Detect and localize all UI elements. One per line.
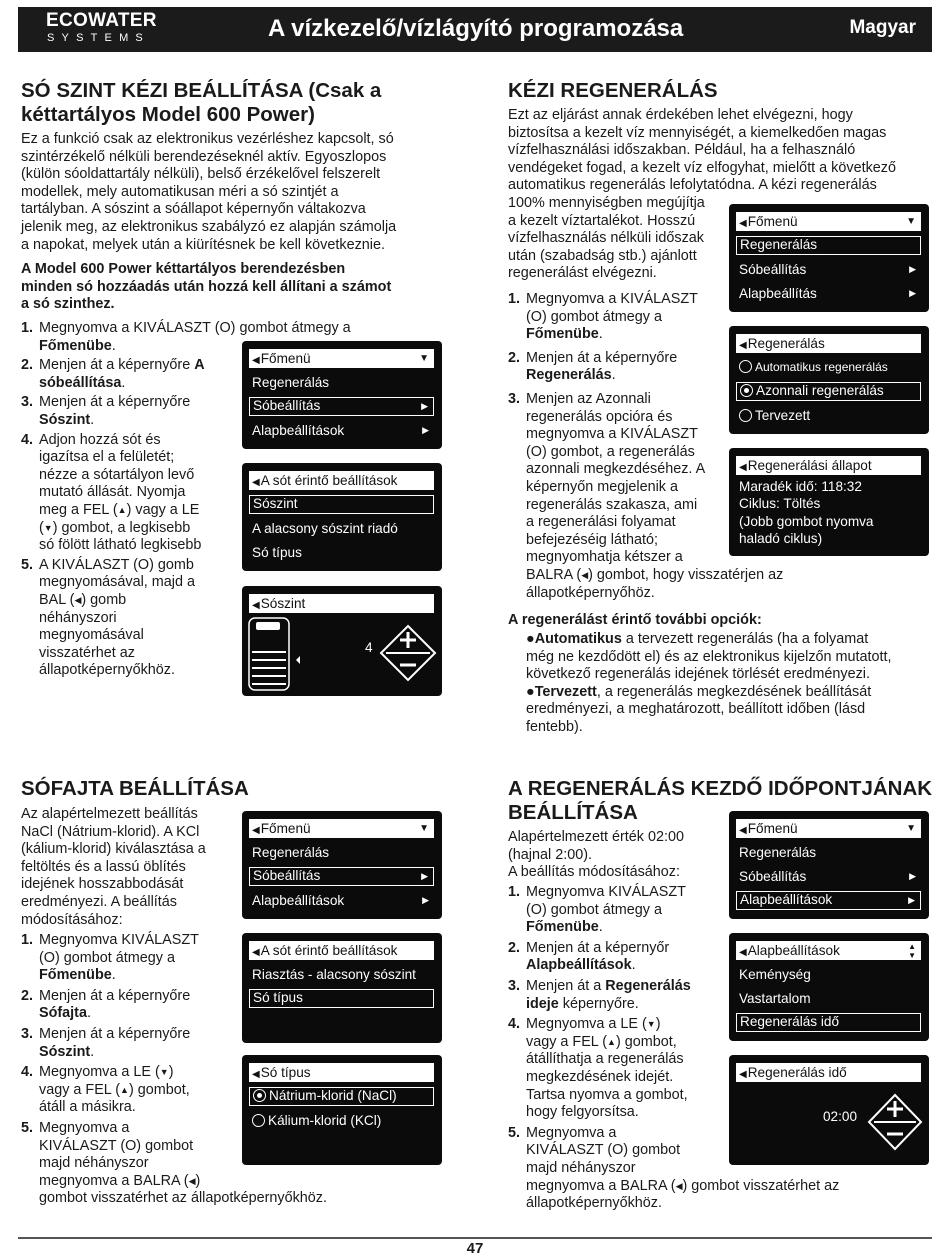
screen-main-menu	[242, 811, 442, 919]
footer-divider	[18, 1237, 932, 1239]
page-title: A vízkezelő/vízlágyító programozása	[268, 15, 684, 42]
left-arrow-icon: ◀	[675, 1180, 683, 1191]
back-arrow-icon: ◀	[252, 825, 260, 836]
section-title-regen-start-time: A REGENERÁLÁS KEZDŐ IDŐPONTJÁNAK BEÁLLÍTÁSA	[508, 777, 933, 824]
step-2: 2. Menjen át a képernyőre A sóbeállítása.	[21, 357, 205, 391]
chevron-right-icon: ▶	[909, 871, 916, 881]
step-4: 4. Adjon hozzá sót és igazítsa el a felületét; nézze a sótartályon levő mutató állását. Nyomja meg a FEL (▲) vagy a LE (▼) gombot, a legkisebb só fölött látható legkisebb	[21, 431, 202, 554]
radio-icon	[740, 384, 753, 397]
salt-level-note	[21, 261, 391, 314]
menu-item-regen: Regenerálás	[739, 845, 817, 860]
regen-time-intro: Alapértelmezett érték 02:00 (hajnal 2:00). A beállítás módosításához:	[508, 829, 684, 881]
bullet-icon: ●	[526, 683, 535, 700]
chevron-right-icon: ▶	[909, 288, 916, 298]
chevron-down-icon: ▼	[419, 823, 429, 834]
step-1: 1. Megnyomva a KIVÁLASZT (O) gombot átmegy a Főmenübe.	[21, 320, 351, 354]
up-down-arrows-icon: ▲ ▼	[908, 942, 916, 960]
menu-item-regen: Regenerálás	[252, 375, 330, 390]
down-arrow-icon: ▼	[159, 1067, 169, 1078]
text-line: tartályban. A sószint a sóállapot képernyőn váltakozva	[21, 201, 366, 218]
radio-icon	[739, 360, 752, 373]
screen-header: ◀Főmenü ▼	[249, 349, 434, 368]
regen-options-title: A regenerálást érintő további opciók:	[508, 612, 762, 628]
back-arrow-icon: ◀	[739, 947, 747, 958]
screen-salt-settings	[242, 463, 442, 571]
menu-item-regen: Regenerálás	[252, 845, 330, 860]
regen-status-text: Maradék idő: 118:32 Ciklus: Töltés (Jobb gombot nyomva haladó ciklus)	[739, 479, 874, 547]
section-title-line: SÓ SZINT KÉZI BEÁLLÍTÁSA (Csak a	[21, 79, 382, 102]
regen-options-list: ●Automatikus a tervezett regenerálás (ha a folyamat még ne kezdődött el) és az elektronikus kijelzőn mutatott, következő regenerálás idejének törlését eredményezi. ●Tervezett, a regenerálás megkezdésének beállítását eredményezi, a meghatározott, beállított időben (lásd fentebb).	[526, 631, 926, 737]
screen-basic-settings	[729, 933, 929, 1041]
menu-item-salt-level: Sószint	[249, 495, 434, 514]
left-arrow-icon: ◀	[188, 1175, 196, 1186]
chevron-down-icon: ▼	[906, 823, 916, 834]
brand-logo-name: ECOWATER	[46, 10, 157, 31]
back-arrow-icon: ◀	[739, 218, 747, 229]
screen-salt-settings	[242, 933, 442, 1043]
back-arrow-icon: ◀	[739, 1069, 747, 1080]
screen-header: ◀A sót érintő beállítások	[249, 471, 434, 490]
screen-main-menu	[729, 204, 929, 312]
step-2: 2. Menjen át a képernyőre Regenerálás.	[508, 349, 678, 384]
down-arrow-icon: ▼	[646, 1019, 656, 1030]
chevron-down-icon: ▼	[419, 353, 429, 364]
down-arrow-icon: ▼	[43, 522, 53, 533]
back-arrow-icon: ◀	[739, 462, 747, 473]
screen-header: ◀Só típus	[249, 1063, 434, 1082]
step-5: 5. A KIVÁLASZT (O) gomb megnyomásával, majd a BAL (◀) gomb néhányszori megnyomásával visszatérhet az állapotképernyőkhöz.	[21, 556, 195, 679]
screen-main-menu	[729, 811, 929, 919]
menu-item-regen-time: Regenerálás idő	[736, 1013, 921, 1032]
text-line: szintérzékelő nélküli berendezéseknél aktív. Egyoszlopos	[21, 148, 387, 165]
back-arrow-icon: ◀	[252, 1069, 260, 1080]
screen-header: ◀A sót érintő beállítások	[249, 941, 434, 960]
option-scheduled: ●Tervezett, a regenerálás megkezdésének beállítását	[526, 683, 872, 700]
radio-icon	[253, 1089, 266, 1102]
step-3: 3. Menjen az Azonnali regenerálás opcióra és megnyomva a KIVÁLASZT (O) gombot, a regenerálás azonnali megkezdéséhez. A képernyőn megjelenik a regenerálás szakasza, ami a regenerálási folyamat befejezéséig látható; megnyomhatja kétszer a BALRA (◀) gombot, hogy visszatérjen az állapotképernyőhöz.	[508, 390, 784, 601]
screen-header: ◀Főmenü ▼	[736, 819, 921, 838]
text-line: jelenik meg, az elektronikus szabályzó ez alapján számolja	[21, 218, 397, 235]
salt-type-intro: Az alapértelmezett beállítás NaCl (Nátrium-klorid). A KCl (kálium-klorid) kiválasztása a feltöltés és a lassú öblítés idejének hosszabbodását eredményezi. A beállítás módosításához:	[21, 806, 206, 928]
step-4: 4. Megnyomva a LE (▼) vagy a FEL (▲) gombot, átáll a másikra.	[21, 1064, 190, 1116]
menu-item-hardness: Keménység	[739, 967, 811, 982]
option-scheduled-regen: Tervezett	[736, 406, 921, 425]
screen-header: ◀Regenerálási állapot	[736, 456, 921, 475]
menu-item-iron: Vastartalom	[739, 991, 811, 1006]
chevron-right-icon: ▶	[421, 401, 428, 411]
screen-header: ◀Főmenü ▼	[249, 819, 434, 838]
menu-item-salt-type: Só típus	[252, 545, 302, 560]
screen-salt-level	[242, 586, 442, 696]
menu-item-salt-settings: Sóbeállítás ▶	[739, 869, 916, 884]
back-arrow-icon: ◀	[252, 355, 260, 366]
menu-item-salt-type: Só típus	[249, 989, 434, 1008]
page-number: 47	[466, 1240, 484, 1257]
plus-minus-diamond-icon	[381, 626, 435, 680]
manual-regen-intro: Ezt az eljárást annak érdekében lehet elvégezni, hogy biztosítsa a kezelt víz mennyiségét, a kiemelkedően magas vízfelhasználási időszakban. Például, ha a felhasználó vendégeket fogad, a kezelt víz elfogyhat, mielőtt a következő automatikus regenerálás lefolytatódna. A kézi regenerálás 100% mennyiségben megújítja a kezelt víztartalékot. Hosszú vízfelhasználás nélküli időszak után (szabadság stb.) ajánlott regenerálást elvégezni.	[508, 107, 896, 282]
text-line: A Model 600 Power kéttartályos berendezésben	[21, 261, 346, 277]
chevron-right-icon: ▶	[908, 895, 915, 905]
screen-regen	[729, 326, 929, 434]
text-line: minden só hozzáadás után hozzá kell állítani a számot	[21, 278, 392, 295]
back-arrow-icon: ◀	[252, 947, 260, 958]
option-now-regen: Azonnali regenerálás	[736, 382, 921, 401]
text-line: Ez a funkció csak az elektronikus vezérléshez kapcsolt, só	[21, 131, 394, 147]
step-5: 5. Megnyomva a KIVÁLASZT (O) gombot majd néhányszor megnyomva a BALRA (◀) gombot visszatérhet az állapotképernyőkhöz.	[508, 1124, 840, 1212]
screen-header: ◀Regenerálás	[736, 334, 921, 353]
menu-item-basic-settings: Alapbeállítások ▶	[252, 893, 429, 908]
chevron-down-icon: ▼	[906, 216, 916, 227]
menu-item-salt-settings: Sóbeállítás ▶	[249, 867, 434, 886]
option-automatic: ●Automatikus a tervezett regenerálás (ha a folyamat	[526, 631, 869, 647]
menu-item-salt-settings: Sóbeállítás ▶	[739, 262, 916, 277]
text-line: (külön sóoldattartály nélküli), belső érzékelővel felszerelt	[21, 166, 381, 183]
section-title-line: kéttartályos Model 600 Power)	[21, 103, 315, 126]
option-nacl: Nátrium-klorid (NaCl)	[249, 1087, 434, 1106]
back-arrow-icon: ◀	[252, 600, 260, 611]
screen-regen-status	[729, 448, 929, 556]
step-2: 2. Menjen át a képernyőre Sófajta.	[21, 987, 191, 1022]
page-header	[18, 7, 932, 52]
salt-level-value: 4	[365, 640, 373, 655]
screen-header: ◀Regenerálás idő	[736, 1063, 921, 1082]
screen-regen-time	[729, 1055, 929, 1165]
step-1: 1. Megnyomva KIVÁLASZT (O) gombot átmegy a Főmenübe.	[508, 884, 686, 936]
step-2: 2. Menjen át a képernyőr Alapbeállítások.	[508, 939, 670, 974]
screen-main-menu	[242, 341, 442, 449]
chevron-right-icon: ▶	[422, 425, 429, 435]
tank-icon	[248, 616, 438, 692]
text-line: modellek, mely automatikusan méri a só szintjét a	[21, 183, 339, 200]
screen-header: ◀Főmenü ▼	[736, 212, 921, 231]
option-auto-regen: Automatikus regenerálás	[736, 358, 921, 377]
back-arrow-icon: ◀	[252, 477, 260, 488]
step-3: 3. Menjen át a képernyőre Sószint.	[21, 1025, 191, 1060]
chevron-right-icon: ▶	[909, 264, 916, 274]
radio-icon	[739, 409, 752, 422]
text-line: a napokat, melyek után a kiürítésnek be kell következnie.	[21, 236, 385, 253]
menu-item-salt-settings: Sóbeállítás ▶	[249, 397, 434, 416]
back-arrow-icon: ◀	[739, 340, 747, 351]
plus-minus-diamond-icon	[867, 1093, 923, 1151]
up-arrow-icon: ▲	[117, 504, 127, 515]
chevron-right-icon: ▶	[421, 871, 428, 881]
step-4: 4. Megnyomva a LE (▼) vagy a FEL (▲) gombot, átállíthatja a regenerálás megkezdésének idejét. Tartsa nyomva a gombot, hogy felgyorsítsa.	[508, 1016, 688, 1121]
step-3: 3. Menjen át a képernyőre Sószint.	[21, 394, 191, 428]
option-kcl: Kálium-klorid (KCl)	[249, 1111, 434, 1130]
text-line: a só szinthez.	[21, 296, 115, 313]
bullet-icon: ●	[526, 631, 535, 647]
screen-header: ◀Sószint	[249, 594, 434, 613]
regen-time-value: 02:00	[823, 1109, 858, 1124]
menu-item-low-salt-alert: Riasztás - alacsony sószint	[252, 967, 416, 982]
step-1: 1. Megnyomva a KIVÁLASZT (O) gombot átmegy a Főmenübe.	[508, 291, 698, 343]
language-label: Magyar	[849, 17, 916, 38]
step-1: 1. Megnyomva KIVÁLASZT (O) gombot átmegy a Főmenübe.	[21, 932, 199, 984]
up-arrow-icon: ▲	[120, 1084, 129, 1095]
radio-icon	[252, 1114, 265, 1127]
menu-item-low-salt-alarm: A alacsony sószint riadó	[252, 521, 398, 536]
left-arrow-icon: ◀	[74, 594, 82, 605]
step-3: 3. Menjen át a Regenerálás ideje képernyőre.	[508, 977, 691, 1012]
menu-item-regen: Regenerálás	[736, 236, 921, 255]
brand-logo-subtitle: SYSTEMS	[47, 32, 150, 44]
up-arrow-icon: ▲	[607, 1036, 616, 1047]
left-arrow-icon: ◀	[581, 569, 589, 580]
menu-item-basic-settings: Alapbeállítások ▶	[252, 423, 429, 438]
salt-level-intro	[21, 131, 396, 254]
screen-header: ◀Alapbeállítások ▲ ▼	[736, 941, 921, 960]
step-5: 5. Megnyomva a KIVÁLASZT (O) gombot majd néhányszor megnyomva a BALRA (◀) gombot visszatérhet az állapotképernyőkhöz.	[21, 1119, 327, 1207]
back-arrow-icon: ◀	[739, 825, 747, 836]
section-title-manual-regen: KÉZI REGENERÁLÁS	[508, 79, 718, 102]
section-title-salt-level	[21, 79, 381, 127]
screen-salt-type	[242, 1055, 442, 1165]
menu-item-basic-settings: Alapbeállítás ▶	[739, 286, 916, 301]
section-title-salt-type: SÓFAJTA BEÁLLÍTÁSA	[21, 777, 249, 800]
menu-item-basic-settings: Alapbeállítások ▶	[736, 891, 921, 910]
chevron-right-icon: ▶	[422, 895, 429, 905]
